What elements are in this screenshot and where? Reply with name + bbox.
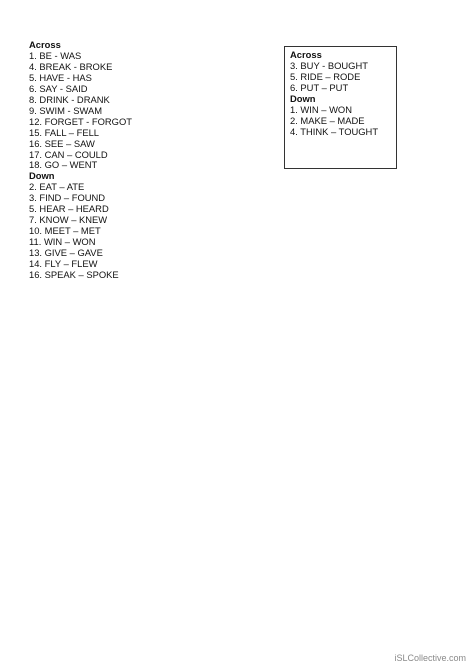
- answer-key-box: [284, 46, 397, 169]
- answer-item: 4. BREAK - BROKE: [29, 60, 113, 72]
- answer-item: 3. BUY - BOUGHT: [290, 59, 368, 71]
- across-heading: Across: [290, 49, 322, 60]
- answer-item: 3. FIND – FOUND: [29, 192, 106, 204]
- answer-item: 5. HAVE - HAS: [29, 71, 92, 83]
- answer-item: 15. FALL – FELL: [29, 126, 100, 138]
- down-heading: Down: [290, 92, 316, 104]
- across-list: [29, 51, 249, 171]
- answer-item: 17. CAN – COULD: [29, 148, 108, 160]
- down-list: [29, 182, 249, 281]
- across-list: [290, 61, 396, 94]
- answer-item: 5. HEAR – HEARD: [29, 203, 109, 215]
- answer-item: 13. GIVE – GAVE: [29, 247, 103, 259]
- down-list: [290, 105, 396, 138]
- answer-item: 1. BE - WAS: [29, 49, 82, 61]
- answer-item: 6. SAY - SAID: [29, 82, 88, 94]
- answer-item: 16. SEE – SAW: [29, 137, 95, 149]
- answer-item: 2. MAKE – MADE: [290, 114, 365, 126]
- site-watermark: iSLCollective.com: [394, 653, 466, 664]
- answer-item: 12. FORGET - FORGOT: [29, 115, 132, 127]
- answer-item: 4. THINK – TOUGHT: [290, 125, 379, 137]
- answer-item: 5. RIDE – RODE: [290, 70, 361, 82]
- answer-item: 9. SWIM - SWAM: [29, 104, 103, 116]
- answer-item: 2. EAT – ATE: [29, 181, 85, 193]
- answer-item: 18. GO – WENT: [29, 159, 98, 171]
- answer-item: 11. WIN – WON: [29, 236, 96, 248]
- answer-item: 16. SPEAK – SPOKE: [29, 269, 119, 281]
- down-heading: Down: [29, 170, 55, 182]
- answer-item: 1. WIN – WON: [290, 103, 352, 115]
- answer-item: 7. KNOW – KNEW: [29, 214, 108, 226]
- answer-item: 10. MEET – MET: [29, 225, 101, 237]
- answer-item: 6. PUT – PUT: [290, 81, 349, 93]
- across-heading: Across: [29, 39, 61, 50]
- answer-key-main: [29, 40, 249, 281]
- answer-item: 14. FLY – FLEW: [29, 258, 98, 270]
- answer-item: 8. DRINK - DRANK: [29, 93, 110, 105]
